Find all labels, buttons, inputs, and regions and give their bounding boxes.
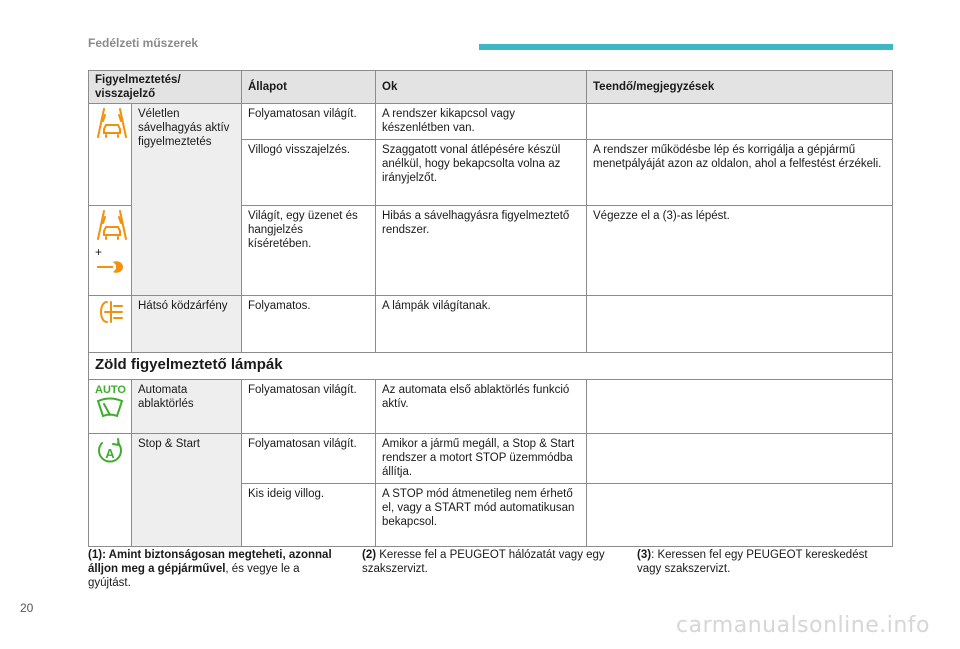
green-lamps-heading: Zöld figyelmeztető lámpák	[89, 353, 893, 380]
wiper-state: Folyamatosan világít.	[242, 380, 376, 434]
stopstart-cause-2: A STOP mód átmenetileg nem érhető el, vagy a START mód automatikusan bekapcsol.	[376, 484, 587, 547]
lane-icon-cell	[89, 104, 132, 206]
section-title: Fedélzeti műszerek	[88, 36, 199, 50]
watermark: carmanualsonline.info	[676, 613, 930, 638]
header-cause: Ok	[376, 71, 587, 104]
lane-cause-3: Hibás a sávelhagyásra figyelmeztető rendszer.	[376, 206, 587, 296]
lane-cause-1: A rendszer kikapcsol vagy készenlétben van.	[376, 104, 587, 140]
plus-sign: +	[95, 245, 103, 259]
stopstart-state-2: Kis ideig villog.	[242, 484, 376, 547]
footnote-2	[362, 548, 617, 576]
auto-label: AUTO	[95, 384, 126, 396]
lane-state-3: Világít, egy üzenet és hangjelzés kíséretében.	[242, 206, 376, 296]
header-indicator: Figyelmeztetés/ visszajelző	[89, 71, 242, 104]
page-number: 20	[20, 601, 34, 615]
lane-departure-icon	[95, 209, 129, 241]
stopstart-action-2	[587, 484, 893, 547]
footnote-2-ref: (2)	[362, 549, 377, 561]
rear-fog-name: Hátsó ködzárfény	[132, 296, 242, 353]
lane-fault-icon-cell	[89, 206, 132, 296]
footnote-1-ref: (1)	[88, 549, 103, 561]
header-accent-bar	[479, 44, 893, 50]
footnote-1-bold: : Amint biztonságosan megteheti, azonnal álljon meg a gépjárművel	[88, 549, 332, 575]
table-row	[89, 296, 893, 353]
footnote-2-text: Keresse fel a PEUGEOT hálózatát vagy egy szakszervizt.	[362, 549, 605, 575]
stop-start-letter: A	[105, 446, 115, 461]
footnote-3-ref: (3)	[637, 549, 652, 561]
stop-start-icon	[95, 437, 125, 467]
stopstart-icon-cell	[89, 434, 132, 547]
rear-fog-cause: A lámpák világítanak.	[376, 296, 587, 353]
wiper-icon-cell	[89, 380, 132, 434]
footnote-1-text: , és vegye le a gyújtást.	[88, 563, 300, 589]
wrench-icon	[95, 260, 125, 274]
lane-state-2: Villogó visszajelzés.	[242, 140, 376, 206]
lane-cause-2: Szaggatott vonal átlépésére készül anélkül, hogy bekapcsolta volna az irányjelzőt.	[376, 140, 587, 206]
lane-action-1	[587, 104, 893, 140]
stopstart-action-1	[587, 434, 893, 484]
rear-fog-lamp-icon	[95, 299, 125, 325]
rear-fog-state: Folyamatos.	[242, 296, 376, 353]
footnote-3-text: : Keressen fel egy PEUGEOT kereskedést vagy szakszervizt.	[637, 549, 868, 575]
table-row	[89, 353, 893, 380]
windscreen-wiper-icon	[95, 396, 125, 420]
header-state: Állapot	[242, 71, 376, 104]
table-row	[89, 434, 893, 484]
lane-departure-icon	[95, 107, 129, 139]
lane-action-2: A rendszer működésbe lép és korrigálja a gépjármű menetpályáját azon az oldalon, ahol a felfestést érzékeli.	[587, 140, 893, 206]
table-row	[89, 380, 893, 434]
lane-state-1: Folyamatosan világít.	[242, 104, 376, 140]
stopstart-cause-1: Amikor a jármű megáll, a Stop & Start rendszer a motort STOP üzemmódba állítja.	[376, 434, 587, 484]
lane-action-3: Végezze el a (3)-as lépést.	[587, 206, 893, 296]
wiper-action	[587, 380, 893, 434]
wiper-cause: Az automata első ablaktörlés funkció aktív.	[376, 380, 587, 434]
warning-table	[88, 70, 893, 547]
stopstart-name: Stop & Start	[132, 434, 242, 547]
table-header-row	[89, 71, 893, 104]
wiper-name: Automata ablaktörlés	[132, 380, 242, 434]
rear-fog-action	[587, 296, 893, 353]
header-action: Teendő/megjegyzések	[587, 71, 893, 104]
lane-name: Véletlen sávelhagyás aktív figyelmeztetés	[132, 104, 242, 296]
stopstart-state-1: Folyamatosan világít.	[242, 434, 376, 484]
table-row	[89, 104, 893, 140]
rear-fog-icon-cell	[89, 296, 132, 353]
footnote-3	[637, 548, 892, 576]
footnote-1	[88, 548, 338, 590]
